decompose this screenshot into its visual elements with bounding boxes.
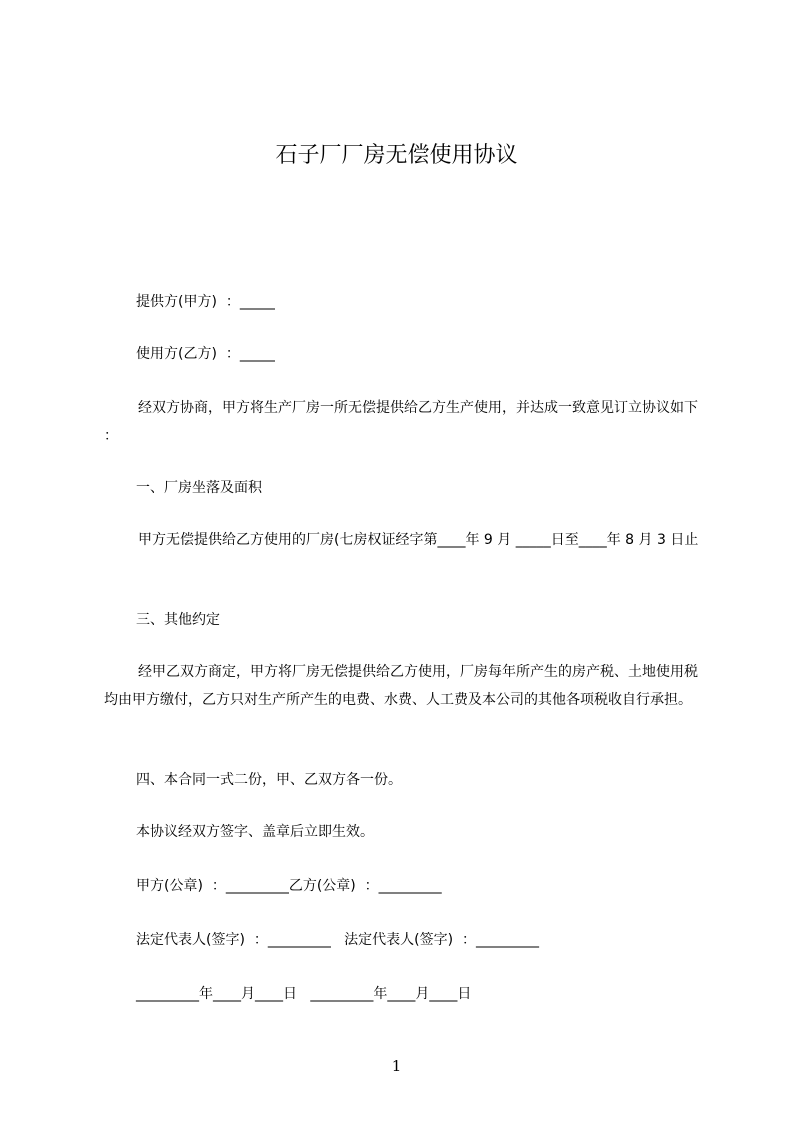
date-line: _________年____月____日 _________年____月____日 (136, 986, 472, 1002)
document-title: 石子厂厂房无偿使用协议 (275, 143, 518, 168)
provider-line: 提供方(甲方) ：_____ (136, 294, 275, 310)
effective-clause: 本协议经双方签字、盖章后立即生效。 (136, 824, 374, 840)
seal-line: 甲方(公章) ：_________乙方(公章) ：_________ (136, 878, 442, 894)
section4-line: 四、本合同一式二份，甲、乙双方各一份。 (136, 772, 402, 788)
section1-heading: 一、厂房坐落及面积 (136, 480, 262, 496)
section3-body: 经甲乙双方商定，甲方将厂房无偿提供给乙方使用，厂房每年所产生的房产税、土地使用税均由甲方缴付，乙方只对生产所产生的电费、水费、人工费及本公司的其他各项税收自行承担。 (104, 664, 698, 708)
representative-signature-line: 法定代表人(签字) ：_________ 法定代表人(签字) ：_________ (136, 932, 539, 948)
section1-body: 甲方无偿提供给乙方使用的厂房(七房权证经字第____年 9 月 _____日至____年 8 月 3 日止 (138, 532, 699, 548)
page-number: 1 (391, 1057, 402, 1075)
intro-paragraph: 经双方协商，甲方将生产厂房一所无偿提供给乙方生产使用，并达成一致意见订立协议如下 ： (104, 400, 698, 444)
section3-heading: 三、其他约定 (136, 612, 220, 628)
user-line: 使用方(乙方) ：_____ (136, 346, 275, 362)
